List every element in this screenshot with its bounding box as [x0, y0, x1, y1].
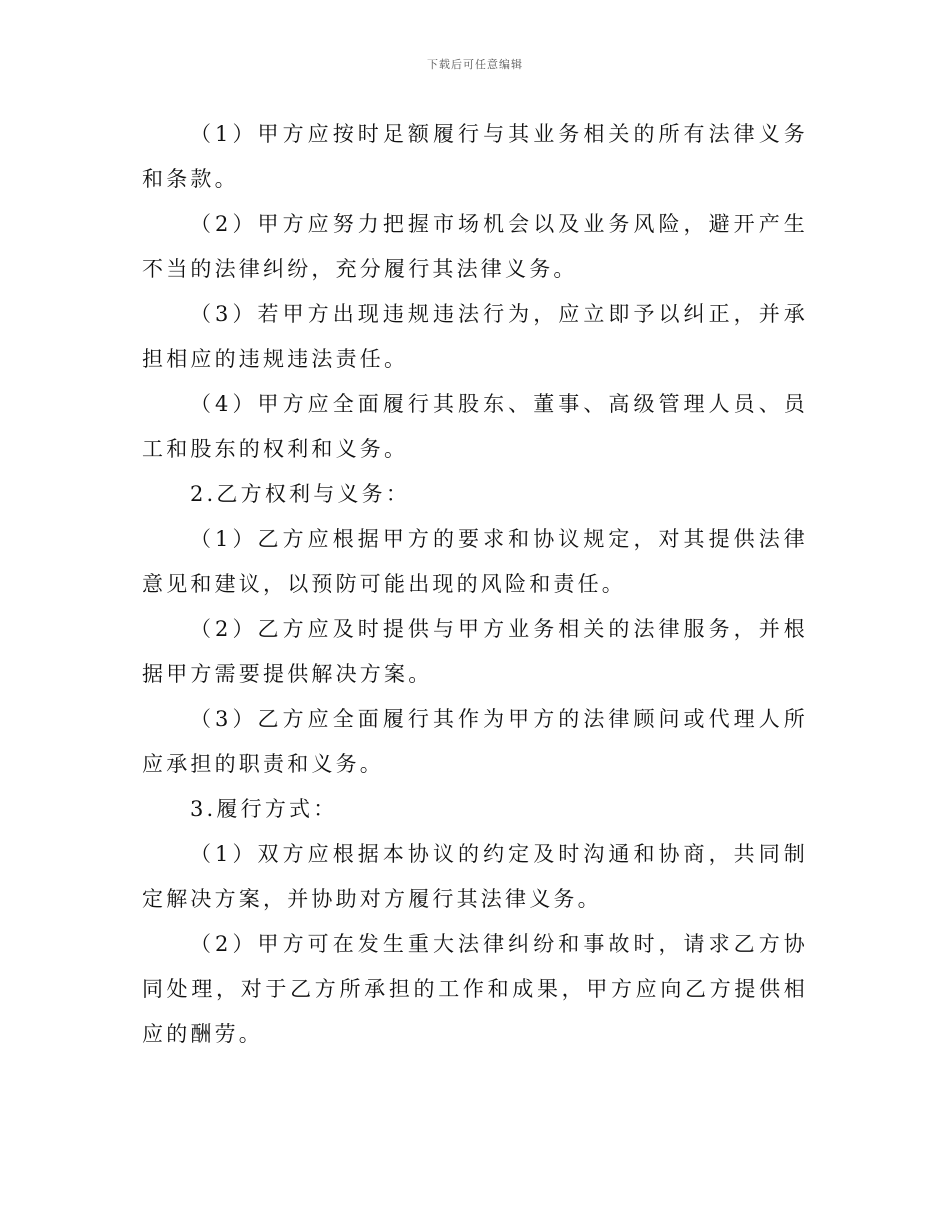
paragraph-party-b-obligation-1: （1）乙方应根据甲方的要求和协议规定，对其提供法律意见和建议，以预防可能出现的风险和责任。: [142, 527, 808, 596]
paragraph-party-a-obligation-1: （1）甲方应按时足额履行与其业务相关的所有法律义务和条款。: [142, 122, 808, 191]
paragraph-party-a-obligation-4: （4）甲方应全面履行其股东、董事、高级管理人员、员工和股东的权利和义务。: [142, 392, 808, 461]
paragraph-party-a-obligation-2: （2）甲方应努力把握市场机会以及业务风险，避开产生不当的法律纠纷，充分履行其法律义务。: [142, 212, 808, 281]
paragraph-performance-2: （2）甲方可在发生重大法律纠纷和事故时，请求乙方协同处理，对于乙方所承担的工作和成果，甲方应向乙方提供相应的酬劳。: [142, 932, 808, 1046]
section-heading-party-b: 2.乙方权利与义务：: [190, 482, 411, 506]
paragraph-party-a-obligation-3: （3）若甲方出现违规违法行为，应立即予以纠正，并承担相应的违规违法责任。: [142, 302, 808, 371]
section-heading-performance: 3.履行方式：: [190, 797, 338, 821]
document-body: [142, 112, 808, 1057]
paragraph-performance-1: （1）双方应根据本协议的约定及时沟通和协商，共同制定解决方案，并协助对方履行其法律义务。: [142, 842, 808, 911]
page-header: 下载后可任意编辑: [427, 58, 523, 71]
paragraph-party-b-obligation-2: （2）乙方应及时提供与甲方业务相关的法律服务，并根据甲方需要提供解决方案。: [142, 617, 808, 686]
paragraph-party-b-obligation-3: （3）乙方应全面履行其作为甲方的法律顾问或代理人所应承担的职责和义务。: [142, 707, 808, 776]
